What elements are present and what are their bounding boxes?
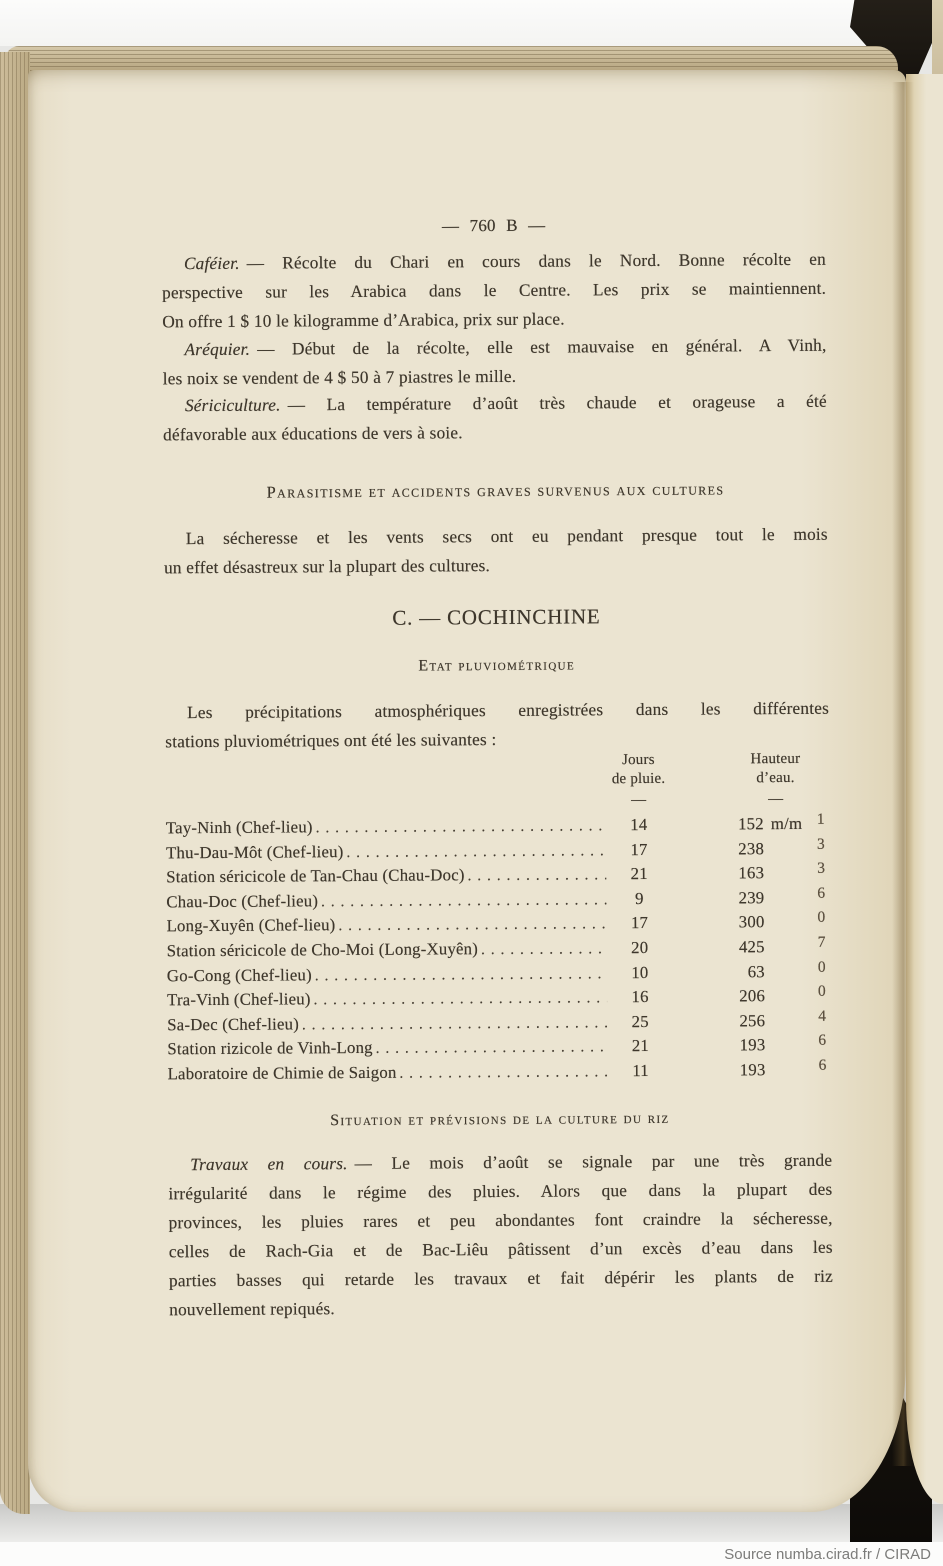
dot-leader (302, 1011, 607, 1038)
hauteur-unit: m/m (770, 813, 803, 834)
station-name: Station séricicole de Cho-Moi (Long-Xuyên) (166, 939, 479, 961)
page-content (160, 0, 835, 1566)
paragraph-line: irrégularité dans le régime des pluies. Alors que dans la plupart des (168, 1179, 833, 1204)
jours-value: 9 (634, 888, 644, 908)
paragraph-line: un effet désastreux sur la plupart des cultures. (163, 556, 491, 578)
jours-value: 21 (631, 1036, 650, 1056)
hauteur-value: 63 (747, 961, 765, 981)
hauteur-value: 193 (739, 1060, 766, 1080)
paragraph-line (163, 387, 827, 421)
paragraph-line: perspective sur les Arabica dans le Centre. Les prix se maintiennent. (162, 278, 827, 303)
jours-value: 20 (631, 937, 649, 958)
bleedthrough-digit: 1 (816, 810, 825, 828)
bleedthrough-digit: 0 (817, 958, 826, 976)
column-header-jours (573, 751, 703, 810)
bleedthrough-digit: 3 (817, 859, 826, 877)
jours-value: 17 (630, 839, 648, 859)
station-name: Sa-Dec (Chef-lieu) (167, 1014, 300, 1035)
jours-value: 10 (631, 962, 649, 982)
station-name: Tra-Vinh (Chef-lieu) (166, 989, 311, 1010)
dot-leader (314, 986, 608, 1013)
dot-leader (316, 814, 606, 841)
station-name: Laboratoire de Chimie de Saigon (167, 1062, 397, 1084)
table-row (167, 1058, 831, 1087)
hauteur-value: 425 (738, 937, 765, 957)
bleedthrough-digit: 6 (817, 884, 826, 902)
bleedthrough-digit: 6 (818, 1032, 827, 1050)
column-header-text: d’eau. (756, 769, 795, 787)
hauteur-value: 256 (739, 1010, 766, 1031)
page-number: — 760 B — (441, 215, 546, 236)
dot-leader (321, 888, 606, 915)
paragraph-line (168, 1146, 832, 1180)
hauteur-value: 206 (739, 986, 766, 1006)
dot-leader (315, 962, 607, 989)
hauteur-value: 163 (738, 863, 765, 883)
dot-leader (376, 1036, 608, 1062)
paragraph-text: — La température d’août très chaude et orageuse a été (287, 391, 827, 415)
station-name: Tay-Ninh (Chef-lieu) (165, 817, 313, 838)
paragraph-lead: Travaux en cours. (190, 1154, 348, 1175)
paragraph-line (162, 245, 826, 279)
paragraph-line: parties basses qui retarde les travaux et fait dépérir les plants de riz (168, 1266, 834, 1291)
header-dash: — (768, 791, 784, 808)
paragraph-text: — Récolte du Chari en cours dans le Nord. Bonne récolte en (246, 249, 826, 273)
paragraph-line: celles de Rach-Gia et de Bac-Liêu pâtissent d’un excès d’eau dans les (168, 1237, 833, 1262)
bleedthrough-digit: 4 (818, 1007, 827, 1025)
paragraph-secheresse (164, 520, 828, 583)
dot-leader (338, 913, 606, 939)
station-name: Station rizicole de Vinh-Long (167, 1038, 373, 1059)
paragraph-line: On offre 1 $ 10 le kilogramme d’Arabica, prix sur place. (162, 309, 565, 332)
source-attribution: Source numba.cirad.fr / CIRAD (724, 1545, 931, 1563)
bleedthrough-digit: 7 (817, 933, 826, 951)
station-name: Chau-Doc (Chef-lieu) (166, 891, 319, 912)
jours-value: 14 (630, 814, 648, 835)
dot-leader (481, 937, 607, 962)
paragraph-line: nouvellement repiqués. (169, 1299, 335, 1320)
paragraph-arequier (162, 331, 826, 394)
section-heading-etat-pluviometrique: Etat pluviométrique (418, 656, 576, 675)
jours-value: 25 (631, 1011, 649, 1031)
bleedthrough-digit: 6 (818, 1056, 827, 1074)
dot-leader (468, 863, 607, 889)
paragraph-text: — Le mois d’août se signale par une très grande (354, 1150, 833, 1174)
station-name: Long-Xuyên (Chef-lieu) (166, 915, 336, 936)
bleedthrough-digit: 3 (816, 835, 826, 853)
station-name: Thu-Dau-Môt (Chef-lieu) (165, 841, 344, 862)
jours-value: 17 (630, 913, 649, 933)
paragraph-lead: Caféier. (183, 253, 240, 274)
paragraph-cafeier (162, 245, 827, 337)
page-edges-left (0, 52, 30, 1514)
dot-leader (399, 1060, 607, 1086)
paragraph-precipitations (165, 694, 829, 757)
hauteur-value: 193 (739, 1035, 766, 1055)
paragraph-travaux (168, 1146, 833, 1325)
hauteur-value: 300 (738, 912, 765, 932)
paragraph-lead: Aréquier. (184, 339, 251, 360)
paragraph-line: Les précipitations atmosphériques enregistrées dans les différentes (186, 698, 830, 723)
section-heading-parasitisme: Parasitisme et accidents graves survenus aux cultures (266, 479, 725, 502)
paragraph-line: provinces, les pluies rares et peu abondantes font craindre la sécheresse, (168, 1208, 833, 1233)
header-dash: — (631, 791, 647, 809)
paragraph-sericiculture (163, 387, 827, 450)
column-header-text: Hauteur (750, 750, 801, 768)
column-header-text: Jours (621, 751, 655, 769)
dot-leader (346, 839, 606, 865)
hauteur-value: 238 (738, 838, 765, 858)
jours-value: 21 (630, 864, 648, 884)
column-header-text: de pluie. (611, 770, 666, 788)
bleedthrough-digit: 0 (817, 982, 827, 1000)
column-header-hauteur (710, 750, 840, 809)
chapter-heading-cochinchine: C. — COCHINCHINE (392, 604, 601, 630)
hauteur-value: 152 (737, 814, 764, 834)
bleedthrough-digit: 0 (817, 909, 826, 927)
paragraph-text: — Début de la récolte, elle est mauvaise en général. A Vinh, (257, 335, 827, 359)
paragraph-line: défavorable aux éducations de vers à soie. (163, 423, 463, 445)
paragraph-line: les noix se vendent de 4 $ 50 à 7 piastres le mille. (162, 366, 517, 389)
paragraph-line: La sécheresse et les vents secs ont eu pendant presque tout le mois (185, 524, 828, 549)
station-name: Station séricicole de Tan-Chau (Chau-Doc) (166, 865, 465, 887)
paragraph-lead: Sériciculture. (184, 395, 281, 416)
paragraph-line: stations pluviométriques ont été les suivantes : (165, 730, 497, 752)
paragraph-line (162, 331, 826, 365)
jours-value: 16 (631, 987, 649, 1007)
section-heading-situation-riz: Situation et prévisions de la culture du riz (330, 1109, 670, 1130)
book-gutter-shadow (892, 82, 914, 1466)
hauteur-value: 239 (738, 887, 765, 908)
station-name: Go-Cong (Chef-lieu) (166, 964, 312, 985)
table-rows (166, 812, 832, 1087)
jours-value: 11 (632, 1060, 649, 1081)
source-attribution-bar (0, 1542, 943, 1566)
